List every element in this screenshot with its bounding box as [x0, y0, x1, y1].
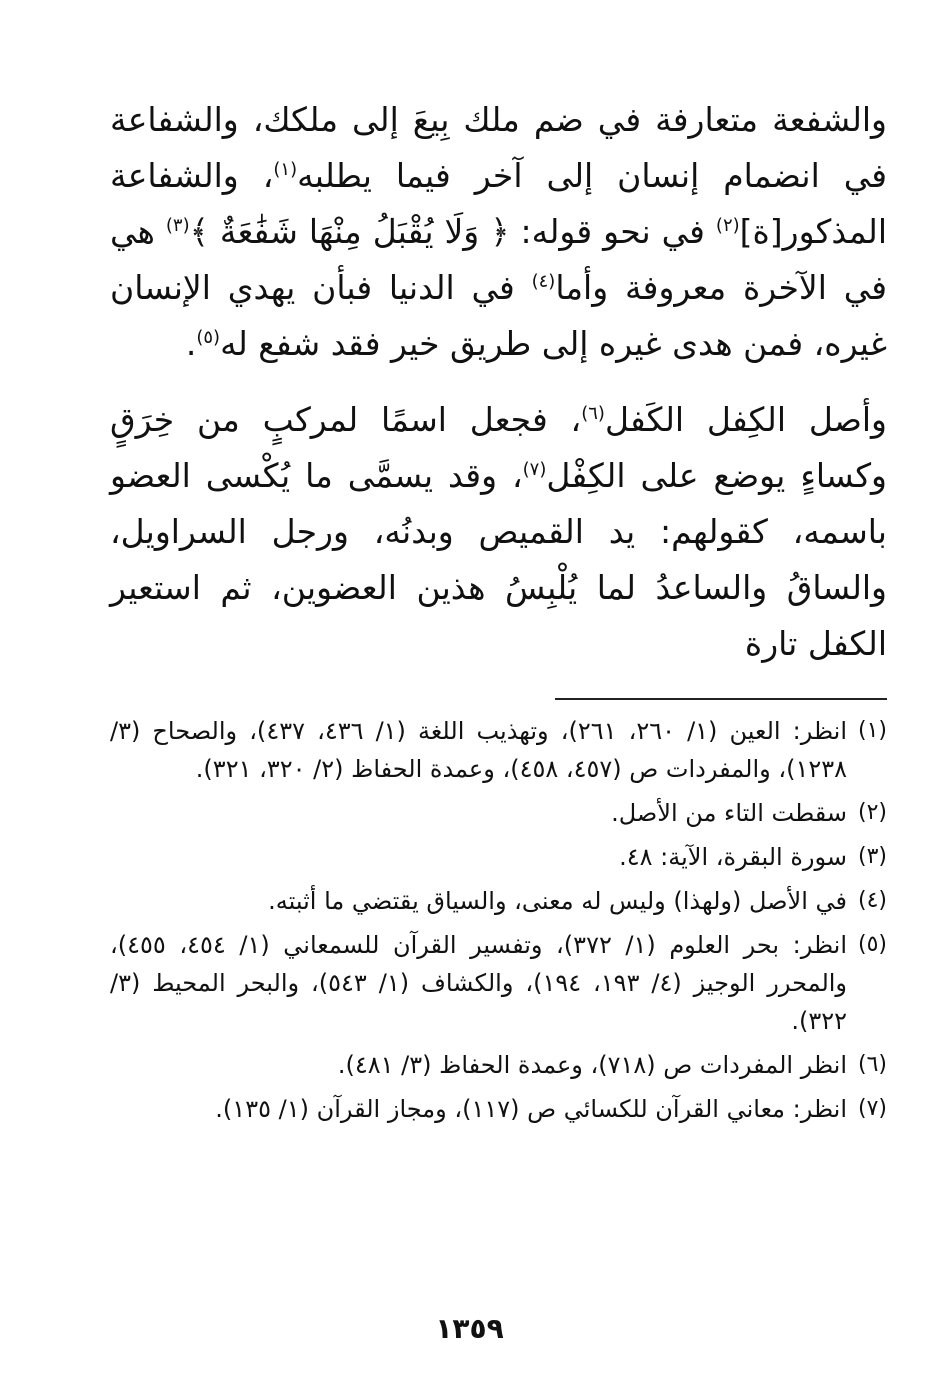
footnote-6: [110, 1046, 887, 1084]
footnote-ref-7[interactable]: (٧): [522, 459, 547, 480]
footnote-2: [110, 794, 887, 832]
footnote-ref-6[interactable]: (٦): [581, 403, 605, 424]
footnote-5: [110, 926, 887, 1040]
page-number: ١٣٥٩: [435, 1312, 504, 1345]
footnote-ref-5[interactable]: (٥): [196, 327, 221, 348]
footnote-ref-4[interactable]: (٤): [531, 271, 556, 292]
main-text: [110, 92, 887, 672]
footnote-separator: [555, 698, 887, 700]
footnote-number: (١): [857, 718, 887, 743]
text-run: ، والشفاعة المذكور[ة]: [110, 156, 887, 251]
text-run: والشفعة متعارفة في ضم ملك بِيعَ إلى ملكك، والشفاعة في انضمام إنسان إلى آخر فيما يطلبه: [110, 100, 887, 195]
quran-verse: ﴿ وَلَا يُقْبَلُ مِنْهَا شَفَٰعَةٌ ﴾: [189, 212, 510, 251]
footnote-number: (٦): [857, 1052, 887, 1077]
text-run: في الدنيا فبأن يهدي الإنسان غيره، فمن هدى غيره إلى طريق خير فقد شفع له: [110, 268, 887, 363]
text-run: وأصل الكِفل الكَفل: [604, 400, 887, 439]
footnote-text: في الأصل (ولهذا) وليس له معنى، والسياق يقتضي ما أثبته.: [268, 887, 847, 915]
text-run: ، فجعل اسمًا لمركبٍ من خِرَقٍ وكساءٍ يوضع على الكِفْل: [110, 400, 887, 495]
footnote-ref-1[interactable]: (١): [273, 159, 298, 180]
text-run: .: [185, 324, 197, 363]
footnote-text: انظر: معاني القرآن للكسائي ص (١١٧)، ومجاز القرآن (١/ ١٣٥).: [215, 1095, 847, 1123]
footnote-1: [110, 712, 887, 788]
paragraph-kifl: [110, 392, 887, 672]
footnote-number: (٥): [857, 932, 887, 957]
footnote-text: انظر المفردات ص (٧١٨)، وعمدة الحفاظ (٣/ ٤٨١).: [337, 1051, 847, 1079]
footnote-3: [110, 838, 887, 876]
footnote-text: انظر: بحر العلوم (١/ ٣٧٢)، وتفسير القرآن للسمعاني (١/ ٤٥٤، ٤٥٥)، والمحرر الوجيز (٤/ ١٩٣، ١٩٤)، والكشاف (١/ ٥٤٣)، والبحر المحيط (٣/ ٣٢٢).: [110, 931, 848, 1035]
footnote-ref-2[interactable]: (٢): [715, 215, 740, 236]
footnotes: [110, 712, 887, 1134]
footnote-number: (٣): [857, 844, 887, 869]
paragraph-shufaa: [110, 92, 887, 372]
footnote-ref-3[interactable]: (٣): [165, 215, 190, 236]
footnote-number: (٤): [857, 888, 887, 913]
text-run: ، وقد يسمَّى ما يُكْسى العضو باسمه، كقولهم: يد القميص وبدنُه، ورجل السراويل، والساقُ والساعدُ لما يُلْبِسُ هذين العضوين، ثم استعير الكفل تارة: [110, 456, 887, 663]
footnote-text: سقطت التاء من الأصل.: [611, 799, 847, 827]
footnote-4: [110, 882, 887, 920]
footnote-text: انظر: العين (١/ ٢٦٠، ٢٦١)، وتهذيب اللغة (١/ ٤٣٦، ٤٣٧)، والصحاح (٣/ ١٢٣٨)، والمفردات ص (٤٥٧، ٤٥٨)، وعمدة الحفاظ (٢/ ٣٢٠، ٣٢١).: [110, 717, 848, 783]
footnote-number: (٢): [857, 800, 887, 825]
text-run: في نحو قوله:: [509, 212, 716, 251]
footnote-7: [110, 1090, 887, 1128]
footnote-number: (٧): [857, 1096, 887, 1121]
text-run: هي في الآخرة معروفة وأما: [110, 212, 887, 307]
footnote-text: سورة البقرة، الآية: ٤٨.: [619, 843, 847, 871]
